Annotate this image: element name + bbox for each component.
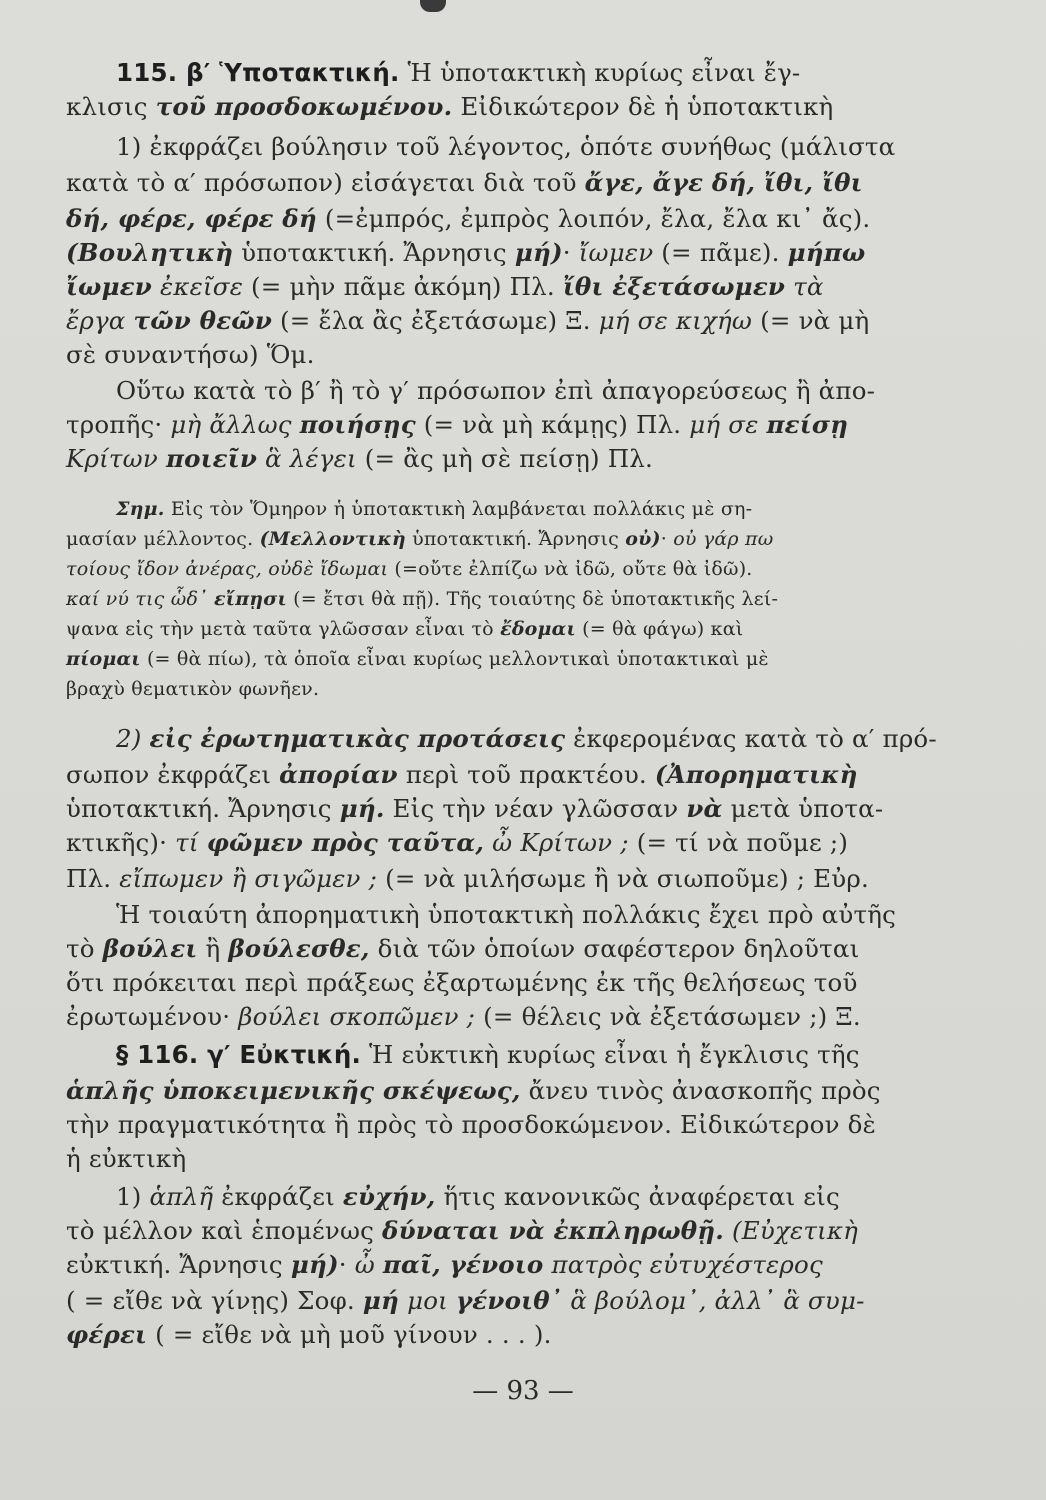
- text-line: [66, 202, 870, 236]
- text-line: [66, 338, 315, 372]
- text-segment: Πλ.: [66, 864, 120, 893]
- text-segment: ἥτις κανονικῶς ἀναφέρεται εἰς: [435, 1182, 840, 1211]
- text-segment: ὑποτακτική. Ἄρνησις: [233, 238, 515, 267]
- text-segment: διὰ τῶν ὁποίων σαφέστερον δηλοῦται: [369, 934, 860, 963]
- text-segment: Ἡ ὑποτακτικὴ κυρίως εἶναι ἔγ-: [399, 58, 801, 87]
- text-segment: τῶν θεῶν: [133, 306, 273, 335]
- text-line: [116, 130, 895, 164]
- text-segment: εὐχήν,: [342, 1182, 436, 1211]
- text-segment: μετὰ ὑποτα-: [722, 794, 884, 823]
- text-segment: ἴωμεν: [66, 272, 153, 301]
- text-segment: σωπον ἐκφράζει: [66, 760, 280, 789]
- text-line: [116, 56, 800, 90]
- text-segment: εὐκτική. Ἄρνησις: [66, 1250, 291, 1279]
- text-line: [116, 722, 937, 756]
- text-line: [66, 442, 653, 476]
- text-line: [66, 826, 848, 860]
- text-segment: ἁπλῆς ὑποκειμενικῆς σκέψεως,: [66, 1076, 521, 1105]
- text-line: [66, 966, 858, 1000]
- text-line: [66, 616, 743, 642]
- text-segment: 1): [116, 1182, 150, 1211]
- text-segment: ὅτι πρόκειται περὶ πράξεως ἐξαρτωμένης ἐκ τῆς θελήσεως τοῦ: [66, 968, 858, 997]
- text-line: [66, 646, 769, 672]
- text-segment: (= νὰ μὴ: [752, 306, 870, 335]
- text-line: [66, 676, 319, 702]
- text-line: [66, 932, 859, 966]
- text-line: [66, 1000, 861, 1034]
- page-number: — 93 —: [472, 1376, 574, 1406]
- text-line: [66, 1108, 876, 1142]
- text-line: [66, 270, 824, 304]
- text-segment: Ἡ τοιαύτη ἀπορηματικὴ ὑποτακτικὴ πολλάκις ἔχει πρὸ αὐτῆς: [116, 900, 897, 929]
- text-segment: μή σε: [689, 410, 767, 439]
- text-segment: βούλει σκοπῶμεν ;: [238, 1002, 476, 1031]
- text-segment: τὸ μέλλον καὶ ἑπομένως: [66, 1216, 383, 1245]
- text-segment: παῖ, γένοιο: [382, 1250, 544, 1279]
- text-segment: ἴθι ἐξετάσωμεν: [562, 272, 786, 301]
- text-segment: ( = εἴθε νὰ μὴ μοῦ γίνουν . . . ).: [147, 1320, 552, 1349]
- text-segment: (=οὔτε ἐλπίζω νὰ ἰδῶ, οὔτε θὰ ἰδῶ).: [388, 558, 753, 580]
- text-segment: ·: [660, 528, 674, 550]
- text-segment: (= θὰ πίω), τὰ ὁποῖα εἶναι κυρίως μελλοντικαὶ ὑποτακτικαὶ μὲ: [140, 648, 769, 670]
- text-segment: ἡ εὐκτικὴ: [66, 1144, 187, 1173]
- text-segment: (=ἐμπρός, ἐμπρὸς λοιπόν, ἔλα, ἔλα κι᾽ ἄς).: [316, 204, 871, 233]
- text-segment: οὐ): [625, 528, 661, 550]
- text-segment: κλισις: [66, 92, 156, 121]
- text-segment: 2): [116, 724, 150, 753]
- text-line: [116, 496, 752, 522]
- text-segment: Εἰδικώτερον δὲ ἡ ὑποτακτικὴ: [452, 92, 834, 121]
- text-segment: ·: [338, 1250, 355, 1279]
- text-segment: πείσῃ: [766, 410, 849, 439]
- text-line: [66, 1248, 823, 1282]
- text-line: [66, 236, 865, 270]
- text-segment: 115. β′ Ὑποτακτική.: [116, 58, 400, 87]
- text-segment: ὦ Κρίτων ;: [484, 828, 629, 857]
- text-segment: δύναται νὰ ἐκπληρωθῇ.: [382, 1216, 725, 1245]
- text-segment: Οὕτω κατὰ τὸ β′ ἢ τὸ γ′ πρόσωπον ἐπὶ ἀπαγορεύσεως ἢ ἀπο-: [116, 376, 876, 405]
- text-segment: (Μελλοντικὴ: [259, 528, 406, 550]
- text-segment: ἐρωτωμένου·: [66, 1002, 239, 1031]
- text-segment: ποιεῖν: [165, 444, 258, 473]
- text-line: [66, 586, 778, 612]
- text-segment: ἴωμεν: [578, 238, 654, 267]
- text-segment: βούλεσθε,: [228, 934, 370, 963]
- text-segment: (= τί νὰ ποῦμε ;): [628, 828, 849, 857]
- binding-mark: [420, 0, 446, 12]
- text-segment: ἔργα: [66, 306, 134, 335]
- text-line: [116, 1180, 840, 1214]
- text-segment: νὰ: [686, 794, 723, 823]
- text-segment: σὲ συναντήσω) Ὅμ.: [66, 340, 315, 369]
- text-segment: (= νὰ μὴ κάμῃς) Πλ.: [415, 410, 690, 439]
- text-line: [66, 1142, 186, 1176]
- text-segment: κτικῆς)·: [66, 828, 176, 857]
- text-segment: βούλει: [102, 934, 198, 963]
- text-segment: ἐκεῖσε: [152, 272, 244, 301]
- text-segment: πίομαι: [66, 648, 141, 670]
- text-segment: ἃ βούλομ᾽, ἀλλ᾽ ἃ συμ-: [562, 1286, 865, 1315]
- text-segment: (= νὰ μιλήσωμε ἢ νὰ σιωποῦμε) ; Εὐρ.: [377, 864, 869, 893]
- text-segment: περὶ τοῦ πρακτέου.: [397, 760, 655, 789]
- text-segment: § 116. γ′ Εὐκτική.: [116, 1040, 362, 1069]
- text-segment: δή, φέρε, φέρε δή: [66, 204, 317, 233]
- text-segment: ἐκφράζει: [213, 1182, 343, 1211]
- text-segment: ἐκφερομένας κατὰ τὸ α′ πρό-: [565, 724, 937, 753]
- text-segment: μοι: [399, 1286, 456, 1315]
- text-segment: μὴ ἄλλως: [170, 410, 300, 439]
- text-segment: μασίαν μέλλοντος.: [66, 528, 260, 550]
- text-line: [66, 166, 863, 200]
- text-line: [116, 374, 875, 408]
- text-segment: (Ἀπορηματικὴ: [654, 760, 858, 789]
- text-line: [116, 898, 896, 932]
- text-segment: φέρει: [66, 1320, 148, 1349]
- text-segment: ἃ λέγει: [257, 444, 357, 473]
- text-segment: μή.: [339, 794, 385, 823]
- text-segment: (= ἂς μὴ σὲ πείσῃ) Πλ.: [356, 444, 654, 473]
- text-segment: τὰ: [785, 272, 824, 301]
- text-segment: Κρίτων: [66, 444, 166, 473]
- text-segment: (= ἔτσι θὰ πῇ). Τῆς τοιαύτης δὲ ὑποτακτικῆς λεί-: [286, 588, 779, 610]
- text-segment: (Βουλητικὴ: [66, 238, 234, 267]
- text-line: [66, 1284, 865, 1318]
- text-line: [66, 792, 883, 826]
- text-segment: τί: [175, 828, 207, 857]
- text-segment: (= πᾶμε).: [653, 238, 788, 267]
- text-segment: μή: [362, 1286, 400, 1315]
- text-segment: εἴπῃσι: [214, 588, 287, 610]
- text-segment: κατὰ τὸ α′ πρόσωπον) εἰσάγεται διὰ τοῦ: [66, 168, 585, 197]
- text-segment: 1) ἐκφράζει βούλησιν τοῦ λέγοντος, ὁπότε συνήθως (μάλιστα: [116, 132, 896, 161]
- text-segment: ( = εἴθε νὰ γίνῃς) Σοφ.: [66, 1286, 363, 1315]
- text-segment: ἔδομαι: [500, 618, 576, 640]
- text-line: [66, 304, 869, 338]
- text-line: [66, 1318, 552, 1352]
- text-line: [116, 1038, 860, 1072]
- text-segment: μή): [514, 238, 563, 267]
- text-segment: ἄνευ τινὸς ἀνασκοπῆς πρὸς: [520, 1076, 881, 1105]
- text-segment: τὸ: [66, 934, 103, 963]
- text-segment: φῶμεν πρὸς ταῦτα,: [206, 828, 485, 857]
- text-segment: Ἡ εὐκτικὴ κυρίως εἶναι ἡ ἔγκλισις τῆς: [361, 1040, 860, 1069]
- text-line: [66, 90, 833, 124]
- text-segment: τοῦ προσδοκωμένου.: [155, 92, 453, 121]
- text-line: [66, 526, 773, 552]
- text-segment: τὴν πραγματικότητα ἢ πρὸς τὸ προσδοκώμενον. Εἰδικώτερον δὲ: [66, 1110, 876, 1139]
- text-segment: πατρὸς εὐτυχέστερος: [543, 1250, 823, 1279]
- text-segment: (Εὐχετικὴ: [724, 1216, 859, 1245]
- text-line: [66, 1074, 881, 1108]
- text-segment: Εἰς τὸν Ὅμηρον ἡ ὑποτακτικὴ λαμβάνεται πολλάκις μὲ ση-: [164, 498, 753, 520]
- text-segment: μή σε κιχήω: [598, 306, 753, 335]
- text-segment: εἴπωμεν ἢ σιγῶμεν ;: [119, 864, 378, 893]
- text-line: [66, 758, 858, 792]
- text-segment: εἰς ἐρωτηματικὰς προτάσεις: [149, 724, 566, 753]
- text-segment: τοίους ἴδον ἀνέρας, οὐδὲ ἴδωμαι: [66, 558, 389, 580]
- text-segment: ἢ: [197, 934, 229, 963]
- text-segment: ὑποτακτική. Ἄρνησις: [405, 528, 626, 550]
- text-segment: ψανα εἰς τὴν μετὰ ταῦτα γλῶσσαν εἶναι τὸ: [66, 618, 501, 640]
- text-segment: ποιήσῃς: [299, 410, 416, 439]
- text-segment: Σημ.: [116, 498, 165, 520]
- text-segment: Εἰς τὴν νέαν γλῶσσαν: [384, 794, 687, 823]
- text-segment: βραχὺ θεματικὸν φωνῆεν.: [66, 678, 320, 700]
- text-segment: ἀπορίαν: [279, 760, 398, 789]
- text-segment: καί νύ τις ὧδ᾽: [66, 588, 215, 610]
- text-line: [66, 556, 753, 582]
- text-segment: ὑποτακτική. Ἄρνησις: [66, 794, 340, 823]
- text-segment: τροπῆς·: [66, 410, 171, 439]
- text-segment: (= ἔλα ἂς ἐξετάσωμε) Ξ.: [272, 306, 599, 335]
- text-segment: ·: [562, 238, 579, 267]
- text-segment: (= θέλεις νὰ ἐξετάσωμεν ;) Ξ.: [475, 1002, 861, 1031]
- text-segment: (= θὰ φάγω) καὶ: [575, 618, 744, 640]
- text-line: [66, 408, 848, 442]
- text-segment: ἁπλῆ: [149, 1182, 214, 1211]
- text-segment: μήπω: [787, 238, 866, 267]
- text-segment: γένοιθ᾽: [455, 1286, 563, 1315]
- text-segment: ἄγε, ἄγε δή, ἴθι, ἴθι: [584, 168, 863, 197]
- text-segment: ὦ: [354, 1250, 383, 1279]
- text-segment: οὐ γάρ πω: [673, 528, 774, 550]
- text-segment: (= μὴν πᾶμε ἀκόμη) Πλ.: [243, 272, 563, 301]
- text-line: [66, 1214, 858, 1248]
- text-line: [66, 862, 869, 896]
- text-segment: μή): [290, 1250, 339, 1279]
